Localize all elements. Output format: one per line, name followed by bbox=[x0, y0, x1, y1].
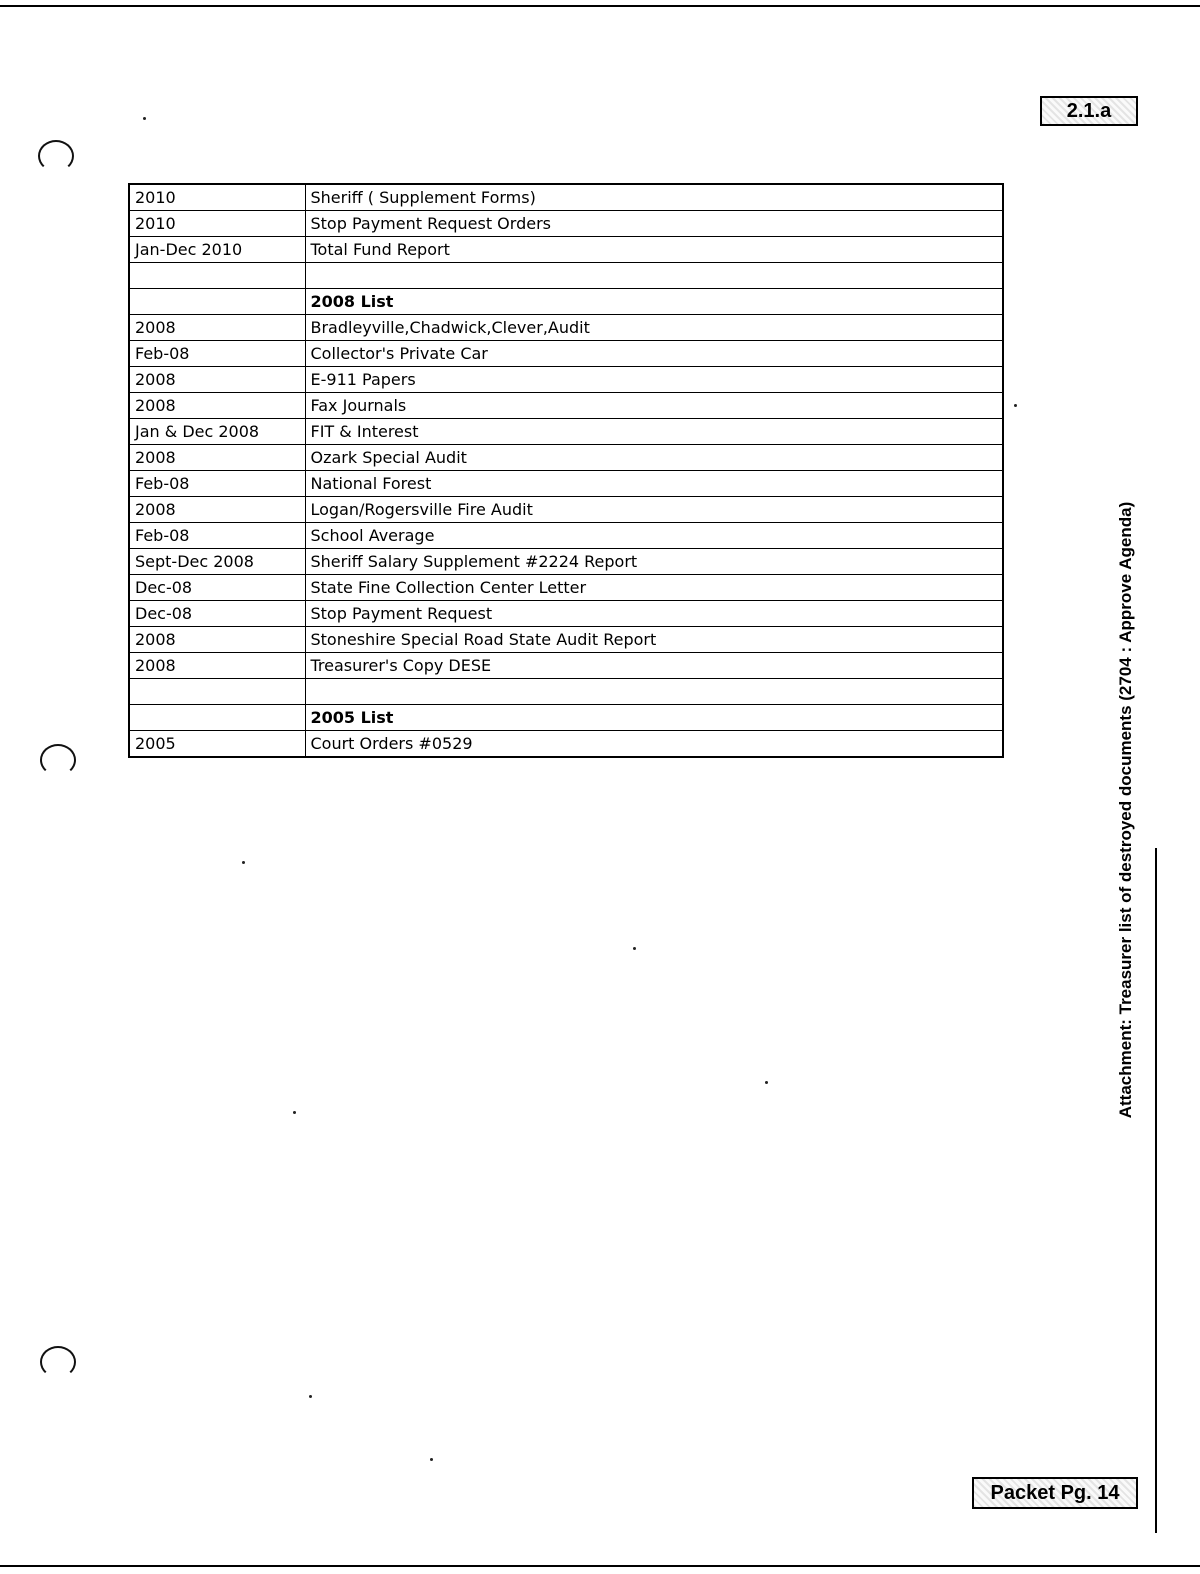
date-cell: Feb-08 bbox=[129, 341, 305, 367]
date-cell bbox=[129, 263, 305, 289]
date-cell: 2008 bbox=[129, 653, 305, 679]
description-cell: E-911 Papers bbox=[305, 367, 1003, 393]
table-row bbox=[129, 184, 1003, 211]
date-cell: 2010 bbox=[129, 211, 305, 237]
table-row bbox=[129, 341, 1003, 367]
date-cell bbox=[129, 705, 305, 731]
scan-speck bbox=[293, 1111, 296, 1114]
table-row bbox=[129, 497, 1003, 523]
table-row bbox=[129, 523, 1003, 549]
description-cell: Treasurer's Copy DESE bbox=[305, 653, 1003, 679]
date-cell: 2008 bbox=[129, 627, 305, 653]
table-row bbox=[129, 315, 1003, 341]
date-cell: 2008 bbox=[129, 445, 305, 471]
scan-speck bbox=[1014, 404, 1017, 407]
scan-speck bbox=[430, 1458, 433, 1461]
punch-hole-icon bbox=[40, 744, 76, 776]
table-row bbox=[129, 679, 1003, 705]
scan-speck bbox=[633, 947, 636, 950]
date-cell: 2008 bbox=[129, 497, 305, 523]
date-cell: Sept-Dec 2008 bbox=[129, 549, 305, 575]
date-cell bbox=[129, 679, 305, 705]
date-cell: Dec-08 bbox=[129, 575, 305, 601]
description-cell: Stop Payment Request bbox=[305, 601, 1003, 627]
date-cell: Jan-Dec 2010 bbox=[129, 237, 305, 263]
table-row bbox=[129, 419, 1003, 445]
description-cell: Total Fund Report bbox=[305, 237, 1003, 263]
description-cell bbox=[305, 263, 1003, 289]
table-row bbox=[129, 263, 1003, 289]
table-row bbox=[129, 237, 1003, 263]
description-cell: Court Orders #0529 bbox=[305, 731, 1003, 758]
table-row bbox=[129, 471, 1003, 497]
date-cell: Feb-08 bbox=[129, 523, 305, 549]
section-heading-cell: 2005 List bbox=[305, 705, 1003, 731]
date-cell: 2008 bbox=[129, 393, 305, 419]
scan-speck bbox=[143, 117, 146, 120]
description-cell: Stoneshire Special Road State Audit Report bbox=[305, 627, 1003, 653]
section-heading-cell: 2008 List bbox=[305, 289, 1003, 315]
date-cell: Jan & Dec 2008 bbox=[129, 419, 305, 445]
table-row bbox=[129, 575, 1003, 601]
table-row bbox=[129, 445, 1003, 471]
description-cell: FIT & Interest bbox=[305, 419, 1003, 445]
table-section-heading-row bbox=[129, 289, 1003, 315]
side-margin-rule bbox=[1155, 848, 1157, 1533]
table-row bbox=[129, 653, 1003, 679]
description-cell: Stop Payment Request Orders bbox=[305, 211, 1003, 237]
records-table-body bbox=[129, 184, 1003, 757]
bottom-border-line bbox=[0, 1565, 1200, 1567]
description-cell: State Fine Collection Center Letter bbox=[305, 575, 1003, 601]
table-section-heading-row bbox=[129, 705, 1003, 731]
description-cell bbox=[305, 679, 1003, 705]
description-cell: Fax Journals bbox=[305, 393, 1003, 419]
table-row bbox=[129, 627, 1003, 653]
date-cell: 2005 bbox=[129, 731, 305, 758]
punch-hole-icon bbox=[38, 140, 74, 172]
description-cell: Sheriff Salary Supplement #2224 Report bbox=[305, 549, 1003, 575]
table-row bbox=[129, 731, 1003, 758]
date-cell: Dec-08 bbox=[129, 601, 305, 627]
description-cell: School Average bbox=[305, 523, 1003, 549]
top-border-line bbox=[0, 5, 1200, 7]
description-cell: Logan/Rogersville Fire Audit bbox=[305, 497, 1003, 523]
table-row bbox=[129, 367, 1003, 393]
description-cell: Collector's Private Car bbox=[305, 341, 1003, 367]
description-cell: Ozark Special Audit bbox=[305, 445, 1003, 471]
date-cell: Feb-08 bbox=[129, 471, 305, 497]
destroyed-documents-table bbox=[128, 183, 1004, 758]
attachment-caption: Attachment: Treasurer list of destroyed documents (2704 : Approve Agenda) bbox=[1116, 501, 1135, 1119]
scan-speck bbox=[765, 1081, 768, 1084]
description-cell: Bradleyville,Chadwick,Clever,Audit bbox=[305, 315, 1003, 341]
date-cell: 2008 bbox=[129, 367, 305, 393]
section-badge: 2.1.a bbox=[1040, 96, 1138, 126]
description-cell: Sheriff ( Supplement Forms) bbox=[305, 184, 1003, 211]
table-row bbox=[129, 549, 1003, 575]
table-row bbox=[129, 601, 1003, 627]
description-cell: National Forest bbox=[305, 471, 1003, 497]
table-row bbox=[129, 211, 1003, 237]
date-cell: 2010 bbox=[129, 184, 305, 211]
table-row bbox=[129, 393, 1003, 419]
scan-speck bbox=[309, 1395, 312, 1398]
scan-speck bbox=[242, 861, 245, 864]
date-cell: 2008 bbox=[129, 315, 305, 341]
packet-page-badge: Packet Pg. 14 bbox=[972, 1477, 1138, 1509]
date-cell bbox=[129, 289, 305, 315]
punch-hole-icon bbox=[40, 1346, 76, 1378]
